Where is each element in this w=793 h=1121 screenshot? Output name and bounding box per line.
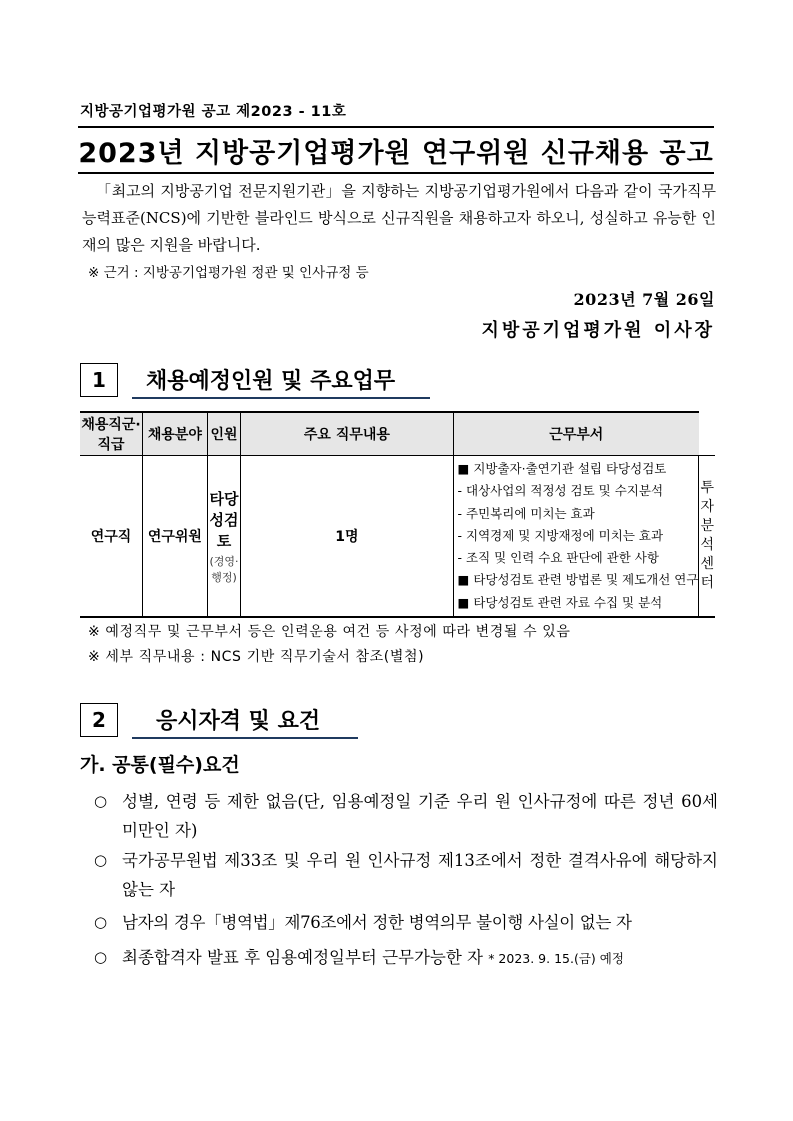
- section-1-underline: [132, 397, 430, 399]
- cell-job-group: 연구직: [80, 456, 143, 618]
- duty-item: - 지역경제 및 지방재정에 미치는 효과: [457, 527, 664, 543]
- header-field: 채용분야: [143, 412, 208, 456]
- page-title: 2023년 지방공기업평가원 연구위원 신규채용 공고: [78, 138, 714, 169]
- section-2-underline: [132, 737, 358, 739]
- header-duties: 주요 직무내용: [241, 412, 453, 456]
- basis-note: ※ 근거 : 지방공기업평가원 정관 및 인사규정 등: [88, 265, 369, 281]
- circle-bullet-icon: ○: [94, 913, 108, 931]
- circle-bullet-icon: ○: [94, 948, 108, 966]
- requirement-date-note: * 2023. 9. 15.(금) 예정: [488, 951, 624, 966]
- dept-line-2: 센터: [700, 556, 714, 592]
- duty-item: ■ 타당성검토 관련 자료 수집 및 분석: [457, 594, 663, 610]
- duty-item: - 조직 및 인력 수요 판단에 관한 사항: [457, 550, 659, 566]
- section-2-title: 응시자격 및 요건: [156, 709, 321, 734]
- field-name: 타당성검토: [209, 489, 239, 550]
- duty-item: - 대상사업의 적정성 검토 및 수지분석: [457, 483, 664, 499]
- section-1-title: 채용예정인원 및 주요업무: [146, 369, 396, 394]
- notice-number: 지방공기업평가원 공고 제2023 - 11호: [80, 104, 347, 120]
- circle-bullet-icon: ○: [94, 792, 108, 810]
- job-table: [80, 411, 715, 618]
- header-count: 인원: [207, 412, 241, 456]
- header-job-group: 채용직군·직급: [80, 412, 143, 456]
- table-note-2: ※ 세부 직무내용 : NCS 기반 직무기술서 참조(별첨): [88, 649, 425, 665]
- intro-text: 「최고의 지방공기업 전문지원기관」을 지향하는 지방공기업평가원에서 다음과 같이 국가직무능력표준(NCS)에 기반한 블라인드 방식으로 신규직원을 채용하고자 하오니, 성실하고 유능한 인재의 많은 지원을 바랍니다.: [82, 182, 716, 254]
- notice-date: 2023년 7월 26일: [573, 290, 715, 309]
- table-header-row: [80, 412, 715, 456]
- requirement-text: 성별, 연령 등 제한 없음(단, 임용예정일 기준 우리 원 인사규정에 따른 정년 60세 미만인 자): [122, 792, 718, 840]
- duty-item: ■ 타당성검토 관련 방법론 및 제도개선 연구: [457, 572, 699, 588]
- header-dept: 근무부서: [453, 412, 699, 456]
- cell-field: [207, 456, 241, 618]
- requirement-line: [122, 943, 718, 973]
- dept-line-1: 투자분석: [700, 480, 714, 554]
- requirement-item: [94, 846, 718, 904]
- issuer: 지방공기업평가원 이사장: [481, 320, 715, 341]
- table-note-1: ※ 예정직무 및 근무부서 등은 인력운용 여건 등 사정에 따라 변경될 수 있음: [88, 624, 571, 640]
- section-1-number: 1: [80, 363, 118, 397]
- common-requirements-heading: 가. 공통(필수)요건: [80, 754, 240, 776]
- cell-duties: [453, 456, 699, 618]
- section-2-number: 2: [80, 703, 118, 737]
- requirement-item: [94, 787, 718, 845]
- requirement-text: 최종합격자 발표 후 임용예정일부터 근무가능한 자: [122, 948, 483, 967]
- title-rule-top: [78, 126, 714, 128]
- intro-paragraph: [82, 178, 716, 259]
- title-rule-bottom: [78, 172, 714, 174]
- requirement-text: 국가공무원법 제33조 및 우리 원 인사규정 제13조에서 정한 결격사유에 해당하지 않는 자: [122, 851, 718, 899]
- table-row: [80, 456, 715, 618]
- cell-dept: [699, 456, 715, 618]
- cell-count: 1명: [241, 456, 453, 618]
- requirement-text: 남자의 경우「병역법」제76조에서 정한 병역의무 불이행 사실이 없는 자: [122, 913, 632, 932]
- field-sub: (경영·행정): [209, 554, 239, 584]
- cell-rank: 연구위원: [143, 456, 208, 618]
- circle-bullet-icon: ○: [94, 851, 108, 869]
- duty-item: ■ 지방출자·출연기관 설립 타당성검토: [457, 461, 667, 476]
- requirement-item: [94, 908, 718, 937]
- duty-item: - 주민복리에 미치는 효과: [457, 505, 595, 521]
- requirement-item: [94, 943, 718, 973]
